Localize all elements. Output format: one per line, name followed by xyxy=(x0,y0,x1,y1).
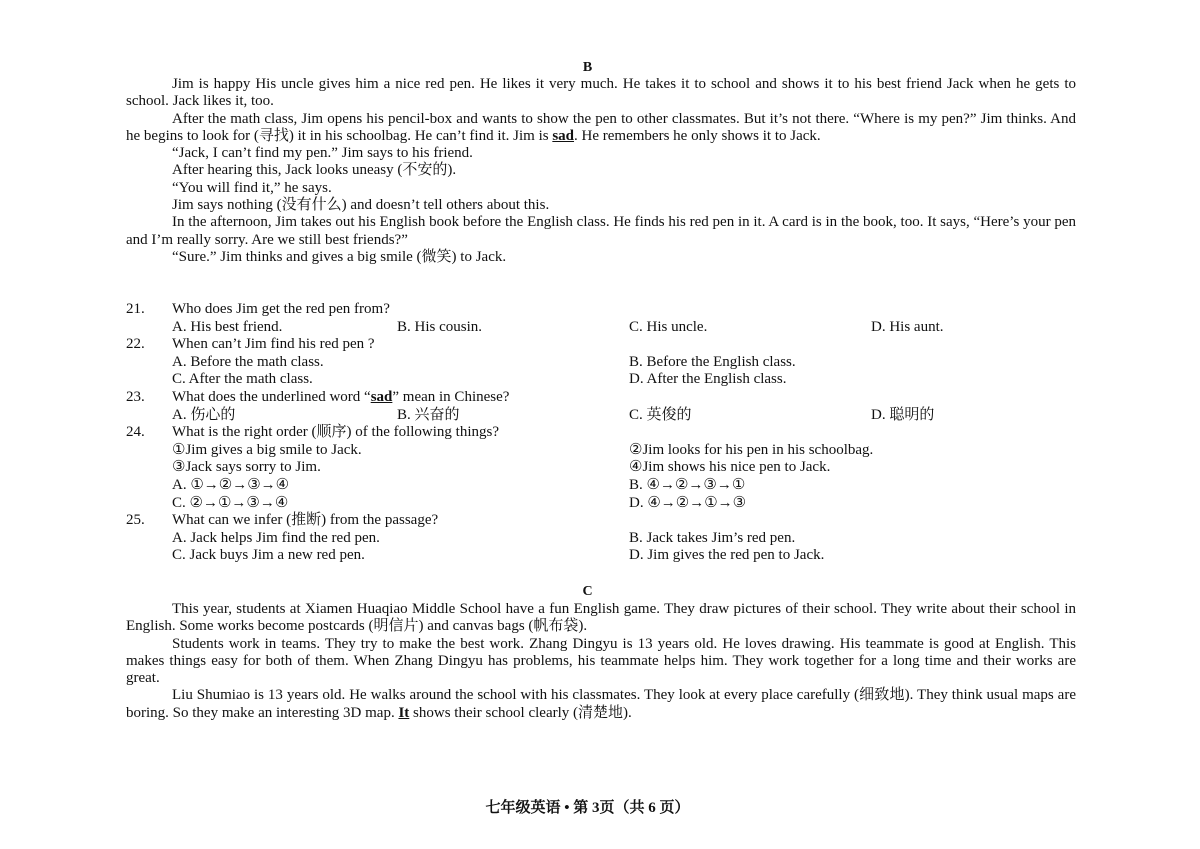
paragraph xyxy=(126,197,1076,214)
sequence-item: ④Jim shows his nice pen to Jack. xyxy=(629,459,831,476)
text-run: Jim is happy His uncle gives him a nice red pen. He likes it very much. He takes it to school and shows it to his best friend Jack when he gets to school. Jack likes it, too. xyxy=(126,76,1076,110)
answer-option: D. After the English class. xyxy=(629,371,787,388)
section-b-title: B xyxy=(582,60,593,75)
paragraph xyxy=(126,145,1076,162)
paragraph xyxy=(126,76,1076,111)
question-text: Who does Jim get the red pen from? xyxy=(172,301,390,317)
answer-option: B. His cousin. xyxy=(397,318,483,335)
text-run: Liu Shumiao is 13 years old. He walks around the school with his classmates. They look at every place carefully (细致地). They think usual maps are boring. So they make an interesting 3D map. xyxy=(126,687,1076,721)
option-row xyxy=(126,442,1076,460)
questions-block xyxy=(126,301,1076,565)
paragraph xyxy=(126,601,1076,636)
page-footer: 七年级英语 • 第 3页（共 6 页） xyxy=(485,800,690,816)
text-run: What does the underlined word “ xyxy=(172,388,371,405)
option-row xyxy=(126,495,1076,513)
answer-option: A. His best friend. xyxy=(172,318,283,335)
sequence-item: ②Jim looks for his pen in his schoolbag. xyxy=(629,441,874,458)
underlined-word: It xyxy=(398,704,410,721)
question-stem xyxy=(126,336,1076,354)
answer-option: A. Before the math class. xyxy=(172,353,324,370)
answer-option: D. Jim gives the red pen to Jack. xyxy=(629,547,825,564)
text-run: This year, students at Xiamen Huaqiao Middle School have a fun English game. They draw pictures of their school. They write about their school in English. Some works become postcards (明信片) and canvas bags (帆布袋). xyxy=(126,601,1076,635)
question-text: When can’t Jim find his red pen ? xyxy=(172,336,375,353)
text-run: “You will find it,” he says. xyxy=(172,179,332,196)
paragraph xyxy=(126,180,1076,197)
answer-option: C. ②→①→③→④ xyxy=(172,494,289,511)
question-text: What is the right order (顺序) of the following things? xyxy=(172,424,500,441)
paragraph xyxy=(126,162,1076,179)
option-row xyxy=(126,319,1076,337)
option-row xyxy=(126,547,1076,565)
answer-option: A. Jack helps Jim find the red pen. xyxy=(172,529,380,546)
answer-option: A. ①→②→③→④ xyxy=(172,476,290,493)
answer-option: C. Jack buys Jim a new red pen. xyxy=(172,547,365,564)
question-stem xyxy=(126,424,1076,442)
underlined-word: sad xyxy=(370,388,393,405)
paragraph xyxy=(126,636,1076,688)
text-run: Students work in teams. They try to make the best work. Zhang Dingyu is 13 years old. He loves drawing. His teammate is good at English. This makes things easy for both of them. When Zhang Dingyu has problems, his teammate helps him. They work together for a long time and their works are great. xyxy=(126,635,1076,687)
section-c-title: C xyxy=(582,584,593,599)
section-b-passage xyxy=(126,76,1076,266)
text-run: After hearing this, Jack looks uneasy (不安的). xyxy=(172,162,457,179)
underlined-word: sad xyxy=(552,127,575,144)
text-run: In the afternoon, Jim takes out his English book before the English class. He finds his red pen in it. A card is in the book, too. It says, “Here’s your pen and I’m really sorry. Are we still best friends?” xyxy=(126,214,1076,248)
text-run: . He remembers he only shows it to Jack. xyxy=(574,127,821,144)
text-run: Jim says nothing (没有什么) and doesn’t tell others about this. xyxy=(172,197,550,214)
question-text: What can we infer (推断) from the passage? xyxy=(172,512,439,529)
option-row xyxy=(126,407,1076,425)
option-row xyxy=(126,477,1076,495)
answer-option: B. ④→②→③→① xyxy=(629,476,746,493)
question-number: 25. xyxy=(126,512,145,529)
question-stem xyxy=(126,389,1076,407)
option-row xyxy=(126,371,1076,389)
answer-option: B. 兴奋的 xyxy=(397,406,460,423)
text-run: “Jack, I can’t find my pen.” Jim says to his friend. xyxy=(172,145,473,162)
text-run: After the math class, Jim opens his pencil-box and wants to show the pen to other classmates. But it’s not there. “Where is my pen?” Jim thinks. And he begins to look for (寻找) it in his schoolbag. He can’t find it. Jim is xyxy=(126,110,1076,144)
paragraph xyxy=(126,214,1076,249)
question-number: 23. xyxy=(126,388,145,405)
question-number: 21. xyxy=(126,301,145,317)
sequence-item: ①Jim gives a big smile to Jack. xyxy=(172,441,362,458)
answer-option: D. His aunt. xyxy=(871,318,944,335)
question-number: 22. xyxy=(126,336,145,353)
answer-option: C. 英俊的 xyxy=(629,406,692,423)
section-c-passage xyxy=(126,601,1076,722)
question-stem xyxy=(126,512,1076,530)
text-run: shows their school clearly (清楚地). xyxy=(409,704,632,721)
answer-option: B. Before the English class. xyxy=(629,353,796,370)
sequence-item: ③Jack says sorry to Jim. xyxy=(172,459,321,476)
text-run: “Sure.” Jim thinks and gives a big smile (微笑) to Jack. xyxy=(172,248,507,265)
paragraph xyxy=(126,249,1076,266)
text-run: ” mean in Chinese? xyxy=(392,388,510,405)
answer-option: D. ④→②→①→③ xyxy=(629,494,747,511)
question-text xyxy=(172,389,509,407)
question-number: 24. xyxy=(126,424,145,441)
answer-option: D. 聪明的 xyxy=(871,406,935,423)
question-stem xyxy=(126,301,1076,319)
option-row xyxy=(126,530,1076,548)
paragraph xyxy=(126,111,1076,146)
answer-option: C. His uncle. xyxy=(629,318,708,335)
answer-option: C. After the math class. xyxy=(172,371,313,388)
answer-option: A. 伤心的 xyxy=(172,406,236,423)
paragraph xyxy=(126,687,1076,722)
option-row xyxy=(126,459,1076,477)
answer-option: B. Jack takes Jim’s red pen. xyxy=(629,529,796,546)
option-row xyxy=(126,354,1076,372)
